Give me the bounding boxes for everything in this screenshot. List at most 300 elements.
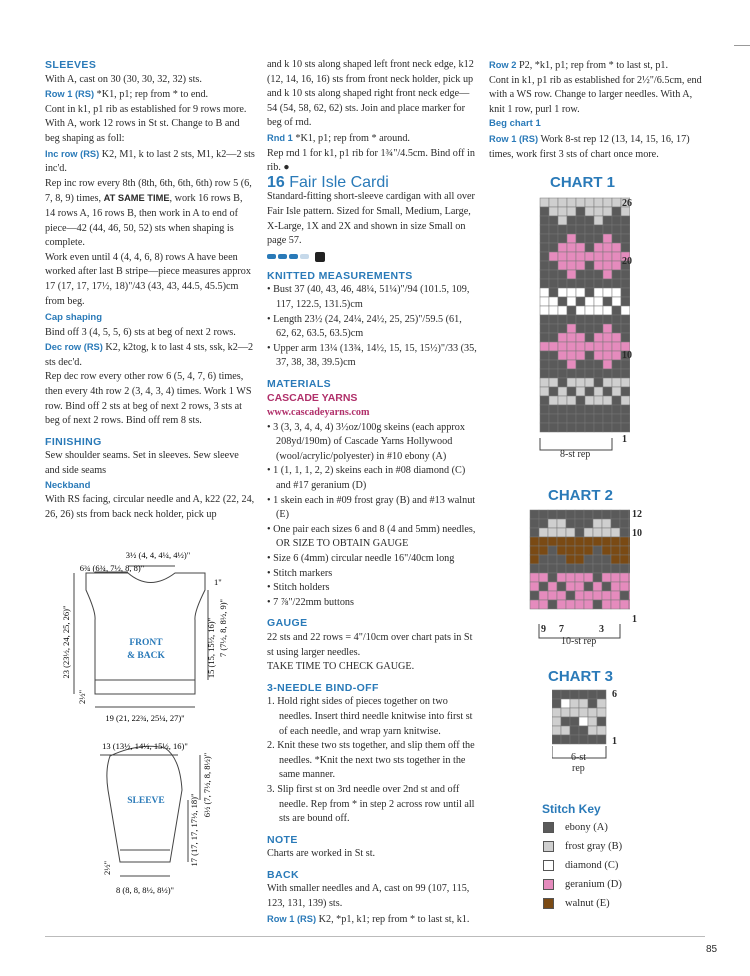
chart-cell <box>540 387 549 396</box>
chart-cell <box>540 207 549 216</box>
chart-cell <box>585 333 594 342</box>
chart-cell <box>602 591 611 600</box>
chart-cell <box>612 324 621 333</box>
chart-cell <box>558 315 567 324</box>
chart-cell <box>558 342 567 351</box>
chart-cell <box>603 423 612 432</box>
chart-cell <box>549 423 558 432</box>
pattern-name: Fair Isle Cardi <box>284 173 389 191</box>
chart-cell <box>558 414 567 423</box>
chart-cell <box>570 717 579 726</box>
chart-cell <box>558 423 567 432</box>
chart-cell <box>539 537 548 546</box>
chart-cell <box>585 216 594 225</box>
swatch-icon <box>543 898 554 909</box>
chart-cell <box>584 591 593 600</box>
chart-cell <box>593 600 602 609</box>
brand-url[interactable]: www.cascadeyarns.com <box>267 407 370 419</box>
chart-cell <box>611 528 620 537</box>
row-label: Rnd 1 <box>267 132 293 143</box>
chart-cell <box>588 690 597 699</box>
page-number: 85 <box>706 944 718 955</box>
chart-cell <box>594 198 603 207</box>
chart-cell <box>567 270 576 279</box>
chart-cell <box>558 333 567 342</box>
list-item: • 1 skein each in #09 frost gray (B) and #13 walnut (E) <box>267 494 476 521</box>
chart-cell <box>603 261 612 270</box>
chart3-rep-2: rep <box>572 763 585 774</box>
chart-cell <box>549 207 558 216</box>
gauge-p1: 22 sts and 22 rows = 4"/10cm over chart pats in St st using larger needles. <box>267 631 473 658</box>
cap-p2: Rep dec row every other row 6 (5, 4, 7, 6) times, then every 4th row 2 (3, 4, 3, 4) times. Work 1 WS row. Bind off 2 sts at beg of next 2 rows, 3 sts at beg of next 2 rows. Bind off rem 8 sts. <box>45 371 252 427</box>
chart-cell <box>593 519 602 528</box>
chart-cell <box>539 591 548 600</box>
chart-cell <box>540 225 549 234</box>
chart-cell <box>594 396 603 405</box>
chart-cell <box>558 225 567 234</box>
list-item: • 3 (3, 3, 4, 4, 4) 3½oz/100g skeins (each approx 208yd/190m) of Cascade Yarns Hollywood (wool/acrylic/polyester) in #10 ebony (A) <box>267 421 465 462</box>
chart-cell <box>576 261 585 270</box>
chart-cell <box>603 234 612 243</box>
chart-cell <box>576 369 585 378</box>
chart-cell <box>594 243 603 252</box>
chart-cell <box>549 369 558 378</box>
chart-cell <box>611 555 620 564</box>
footer-rule <box>45 936 705 937</box>
chart-cell <box>558 207 567 216</box>
chart-cell <box>594 252 603 261</box>
chart-cell <box>593 528 602 537</box>
chart-cell <box>629 582 630 591</box>
chart-cell <box>566 546 575 555</box>
chart-cell <box>575 582 584 591</box>
chart-cell <box>594 297 603 306</box>
chart-cell <box>566 591 575 600</box>
chart-cell <box>629 519 630 528</box>
dim-cap: 6½ (7, 7½, 8, 8½)" <box>202 752 212 818</box>
chart-cell <box>558 198 567 207</box>
rnd1 <box>267 131 477 147</box>
chart-cell <box>621 333 630 342</box>
chart1-title: CHART 1 <box>550 174 616 191</box>
dim-armhole: 7 (7½, 8, 8½, 9)" <box>218 598 228 658</box>
chart-cell <box>540 297 549 306</box>
chart-cell <box>570 735 579 744</box>
chart-cell <box>579 726 588 735</box>
chart-cell <box>621 288 630 297</box>
chart-cell <box>561 690 570 699</box>
chart-cell <box>549 288 558 297</box>
chart-cell <box>576 378 585 387</box>
chart-cell <box>603 279 612 288</box>
chart-cell <box>576 279 585 288</box>
chart-cell <box>612 315 621 324</box>
chart-cell <box>576 387 585 396</box>
key-frost-gray <box>543 841 622 852</box>
chart3-row-6: 6 <box>612 689 617 700</box>
chart-cell <box>621 243 630 252</box>
chart-cell <box>612 387 621 396</box>
chart-cell <box>576 342 585 351</box>
chart-cell <box>567 225 576 234</box>
chart-cell <box>570 699 579 708</box>
chart-cell <box>594 387 603 396</box>
chart-cell <box>612 351 621 360</box>
chart-cell <box>620 537 629 546</box>
chart-cell <box>567 369 576 378</box>
chart-cell <box>621 270 630 279</box>
chart-cell <box>597 690 606 699</box>
chart-cell <box>603 243 612 252</box>
chart-cell <box>629 555 630 564</box>
list-item: • 7 ⅞"/22mm buttons <box>267 596 354 608</box>
chart-cell <box>620 528 629 537</box>
chart-cell <box>585 243 594 252</box>
row-text: K2, k2tog, k to last 4 sts, ssk, k2—2 sts dec'd. <box>45 342 254 368</box>
chart-cell <box>567 279 576 288</box>
chart-cell <box>561 708 570 717</box>
chart-cell <box>567 423 576 432</box>
chart-cell <box>549 351 558 360</box>
column-2 <box>267 58 477 927</box>
chart-cell <box>602 537 611 546</box>
chart-cell <box>567 387 576 396</box>
chart-cell <box>548 600 557 609</box>
chart-cell <box>558 396 567 405</box>
chart-cell <box>557 555 566 564</box>
chart-cell <box>540 306 549 315</box>
chart-row1 <box>489 132 704 162</box>
skill-level-icon <box>267 251 477 263</box>
chart-cell <box>539 573 548 582</box>
chart-cell <box>597 726 606 735</box>
chart-cell <box>558 378 567 387</box>
dim-neck-width: 3½ (4, 4, 4¼, 4½)" <box>125 550 191 560</box>
chart-cell <box>579 735 588 744</box>
chart-cell <box>566 510 575 519</box>
neckband-p1: With RS facing, circular needle and A, k22 (22, 24, 26, 26) sts from back neck holder, pick up <box>45 494 255 520</box>
chart-cell <box>567 405 576 414</box>
pattern-title <box>267 173 477 191</box>
chart-cell <box>566 528 575 537</box>
chart-cell <box>548 510 557 519</box>
chart-cell <box>566 519 575 528</box>
chart-cell <box>584 555 593 564</box>
dim-rib-front: 2½" <box>77 689 87 705</box>
chart-cell <box>611 582 620 591</box>
chart-cell <box>576 414 585 423</box>
chart-cell <box>603 315 612 324</box>
column-3 <box>489 58 704 162</box>
chart-cell <box>620 573 629 582</box>
chart-cell <box>603 369 612 378</box>
chart-cell <box>629 564 630 573</box>
at-same-time: AT SAME TIME <box>103 193 170 204</box>
chart-cell <box>567 333 576 342</box>
front-label-2: & BACK <box>127 651 165 661</box>
chart-cell <box>575 528 584 537</box>
chart-cell <box>557 528 566 537</box>
chart-cell <box>593 510 602 519</box>
chart-cell <box>530 573 539 582</box>
chart-cell <box>530 582 539 591</box>
chart-cell <box>620 546 629 555</box>
schematic <box>45 545 260 905</box>
chart-cell <box>597 717 606 726</box>
chart-cell <box>549 324 558 333</box>
chart-cell <box>530 546 539 555</box>
chart-cell <box>540 396 549 405</box>
key-diamond <box>543 860 618 871</box>
chart-cell <box>585 396 594 405</box>
chart-cell <box>558 405 567 414</box>
chart-cell <box>588 726 597 735</box>
chart-cell <box>603 351 612 360</box>
chart-cell <box>557 564 566 573</box>
chart-cell <box>549 279 558 288</box>
front-label-1: FRONT <box>129 638 163 648</box>
chart-cell <box>567 378 576 387</box>
list-item: • Upper arm 13¼ (13¾, 14½, 15, 15, 15½)"/33 (35, 37, 38, 38, 39.5)cm <box>267 342 477 369</box>
gauge-heading: GAUGE <box>267 617 308 630</box>
chart-cell <box>530 600 539 609</box>
chart-cell <box>576 207 585 216</box>
key-label: diamond (C) <box>565 860 619 871</box>
key-label: geranium (D) <box>565 879 622 890</box>
chart-cell <box>549 405 558 414</box>
bindoff-list <box>267 695 477 826</box>
chart-cell <box>567 315 576 324</box>
dim-shoulder: 6¾ (6¾, 7½, 8, 8)" <box>79 563 145 573</box>
chart-cell <box>558 369 567 378</box>
chart-cell <box>539 600 548 609</box>
sleeves-p2: Cont in k1, p1 rib as established for 9 rows more. With A, work 12 rows in St st. Change to B and beg shaping as foll: <box>45 103 247 144</box>
chart-cell <box>558 252 567 261</box>
chart-cell <box>570 690 579 699</box>
chart-cell <box>540 234 549 243</box>
chart-cell <box>594 324 603 333</box>
key-label: frost gray (B) <box>565 841 623 852</box>
chart-cell <box>594 279 603 288</box>
chart-cell <box>530 519 539 528</box>
chart-cell <box>540 378 549 387</box>
chart-cell <box>557 600 566 609</box>
chart-cell <box>603 396 612 405</box>
chart-cell <box>552 735 561 744</box>
chart-cell <box>558 234 567 243</box>
chart-cell <box>557 519 566 528</box>
chart-cell <box>575 564 584 573</box>
chart-cell <box>540 270 549 279</box>
chart-cell <box>557 510 566 519</box>
chart-cell <box>566 555 575 564</box>
neckband-end: Rep rnd 1 for k1, p1 rib for 1¾"/4.5cm. Bind off in rib. ● <box>267 147 475 174</box>
chart-cell <box>612 234 621 243</box>
chart-cell <box>621 360 630 369</box>
chart-cell <box>566 573 575 582</box>
chart-cell <box>585 360 594 369</box>
brand: CASCADE YARNS <box>267 392 358 405</box>
list-item: • One pair each sizes 6 and 8 (4 and 5mm) needles, OR SIZE TO OBTAIN GAUGE <box>267 523 476 550</box>
chart-cell <box>593 582 602 591</box>
chart-cell <box>540 342 549 351</box>
chart-cell <box>594 270 603 279</box>
chart-cell <box>567 396 576 405</box>
stitch-key-title: Stitch Key <box>542 802 601 816</box>
chart-cell <box>593 546 602 555</box>
chart-cell <box>558 387 567 396</box>
chart2-rep: 10-st rep <box>561 636 597 647</box>
chart-cell <box>611 564 620 573</box>
chart-cell <box>620 519 629 528</box>
chart-cell <box>567 198 576 207</box>
chart-cell <box>558 270 567 279</box>
chart-cell <box>585 387 594 396</box>
chart-cell <box>566 564 575 573</box>
chart-cell <box>549 234 558 243</box>
row-label: Row 2 <box>489 60 517 70</box>
chart-cell <box>612 279 621 288</box>
chart-cell <box>579 708 588 717</box>
chart-cell <box>549 297 558 306</box>
chart-cell <box>612 216 621 225</box>
chart-cell <box>585 252 594 261</box>
chart-cell <box>558 216 567 225</box>
chart-cell <box>612 261 621 270</box>
chart-cell <box>621 234 630 243</box>
list-item: • Bust 37 (40, 43, 46, 48¼, 51¼)"/94 (101.5, 109, 117, 122.5, 131.5)cm <box>267 284 470 310</box>
swatch-icon <box>543 841 554 852</box>
chart-cell <box>603 333 612 342</box>
chart-cell <box>603 225 612 234</box>
chart-cell <box>540 333 549 342</box>
chart-cell <box>603 387 612 396</box>
chart-cell <box>576 324 585 333</box>
chart-cell <box>576 396 585 405</box>
chart-cell <box>548 582 557 591</box>
chart-cell <box>549 198 558 207</box>
chart-cell <box>621 216 630 225</box>
chart-cell <box>540 405 549 414</box>
list-item: • Stitch holders <box>267 582 330 594</box>
chart-cell <box>576 333 585 342</box>
sleeves-inc-row <box>45 147 255 177</box>
chart-cell <box>603 342 612 351</box>
bindoff-heading: 3-NEEDLE BIND-OFF <box>267 681 379 694</box>
chart-cell <box>575 600 584 609</box>
chart-cell <box>570 726 579 735</box>
dim-upper-arm: 13 (13½, 14¼, 15½, 16)" <box>102 741 188 751</box>
chart-cell <box>576 234 585 243</box>
chart-cell <box>588 735 597 744</box>
key-geranium <box>543 879 622 890</box>
chart-cell <box>552 699 561 708</box>
chart-cell <box>540 243 549 252</box>
chart-cell <box>593 573 602 582</box>
chart-cell <box>584 537 593 546</box>
chart-cell <box>566 582 575 591</box>
chart-cell <box>548 573 557 582</box>
chart-cell <box>611 546 620 555</box>
chart-cell <box>548 546 557 555</box>
chart-cell <box>603 324 612 333</box>
chart-cell <box>585 297 594 306</box>
chart-cell <box>576 306 585 315</box>
chart-cell <box>558 360 567 369</box>
chart-cell <box>585 225 594 234</box>
chart-cell <box>549 342 558 351</box>
chart-cell <box>594 207 603 216</box>
chart2-row-10: 10 <box>632 528 642 539</box>
chart-cell <box>629 546 630 555</box>
row-label: Dec row (RS) <box>45 342 103 353</box>
chart-cell <box>593 591 602 600</box>
sleeves-p3 <box>45 177 255 251</box>
chart1-row-20: 20 <box>622 256 632 267</box>
chart-cell <box>530 528 539 537</box>
chart-cell <box>585 306 594 315</box>
chart3-title: CHART 3 <box>548 668 614 685</box>
chart-cell <box>575 591 584 600</box>
sleeve-label: SLEEVE <box>127 796 165 806</box>
chart-cell <box>576 216 585 225</box>
chart-cell <box>557 537 566 546</box>
chart-cell <box>576 288 585 297</box>
chart-cell <box>585 207 594 216</box>
chart-cell <box>585 342 594 351</box>
chart-cell <box>620 582 629 591</box>
chart-cell <box>539 555 548 564</box>
back-row1 <box>267 912 477 928</box>
chart-cell <box>594 405 603 414</box>
chart-cell <box>575 573 584 582</box>
chart-cell <box>567 306 576 315</box>
chart-cell <box>549 252 558 261</box>
chart-cell <box>612 288 621 297</box>
chart-cell <box>567 297 576 306</box>
chart-cell <box>594 369 603 378</box>
chart-cell <box>549 306 558 315</box>
chart-cell <box>557 591 566 600</box>
chart-cell <box>549 315 558 324</box>
chart-cell <box>621 324 630 333</box>
chart-cell <box>602 555 611 564</box>
chart-cell <box>603 270 612 279</box>
chart-cell <box>612 396 621 405</box>
chart-cell <box>585 423 594 432</box>
chart-cell <box>629 537 630 546</box>
text: Rep inc row every 8th (8th, 6th, 6th, 6th) row 5 (6, 7, 8, 9) times, <box>45 177 252 205</box>
pattern-intro: Standard-fitting short-sleeve cardigan with all over Fair Isle pattern. Sized for Small, Medium, Large, X-Large, 1X and 2X and shown in size Small on page 57. <box>267 191 475 247</box>
chart-cell <box>602 573 611 582</box>
chart-cell <box>539 519 548 528</box>
chart-cell <box>588 717 597 726</box>
chart-cell <box>620 564 629 573</box>
chart-cell <box>539 582 548 591</box>
chart-cell <box>621 225 630 234</box>
neckband-heading: Neckband <box>45 479 91 491</box>
chart-cell <box>612 306 621 315</box>
chart-cell <box>611 510 620 519</box>
chart-cell <box>602 546 611 555</box>
chart-cell <box>576 297 585 306</box>
chart-cell <box>530 564 539 573</box>
sleeves-heading: SLEEVES <box>45 59 97 71</box>
chart-cell <box>603 405 612 414</box>
swatch-icon <box>543 822 554 833</box>
chart-cell <box>612 369 621 378</box>
note-heading: NOTE <box>267 833 298 846</box>
